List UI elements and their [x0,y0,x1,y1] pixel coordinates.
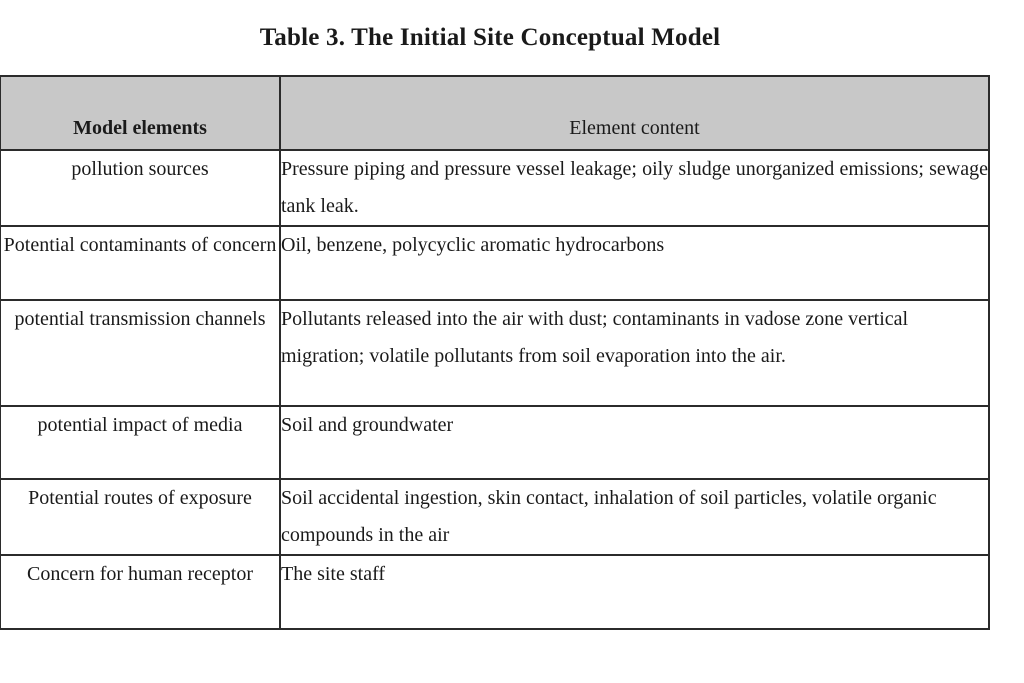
model-element-cell: potential transmission channels [0,300,280,406]
model-element-cell: Potential routes of exposure [0,479,280,555]
column-header-model-elements: Model elements [0,76,280,150]
model-element-cell: pollution sources [0,150,280,226]
table-row [0,150,989,226]
element-content-cell: The site staff [280,555,989,629]
element-content-cell: Soil accidental ingestion, skin contact, inhalation of soil particles, volatile organic compounds in the air [280,479,989,555]
element-content-cell: Pressure piping and pressure vessel leakage; oily sludge unorganized emissions; sewage tank leak. [280,150,989,226]
table-row [0,226,989,300]
model-element-cell: potential impact of media [0,406,280,479]
table-row [0,406,989,479]
table-row [0,300,989,406]
element-content-cell: Pollutants released into the air with dust; contaminants in vadose zone vertical migration; volatile pollutants from soil evaporation into the air. [280,300,989,406]
table-title: Table 3. The Initial Site Conceptual Model [259,24,721,51]
model-element-cell: Concern for human receptor [0,555,280,629]
table-row [0,555,989,629]
table-header-row [0,76,989,150]
table-row [0,479,989,555]
conceptual-model-table [0,75,990,630]
element-content-cell: Soil and groundwater [280,406,989,479]
model-element-cell: Potential contaminants of concern [0,226,280,300]
element-content-cell: Oil, benzene, polycyclic aromatic hydrocarbons [280,226,989,300]
column-header-element-content: Element content [280,76,989,150]
